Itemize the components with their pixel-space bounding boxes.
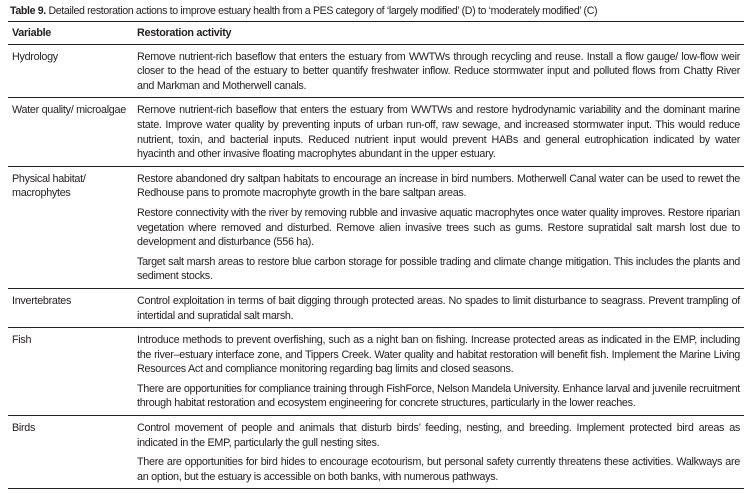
- variable-cell: Invertebrates: [8, 288, 133, 327]
- table-row: [8, 288, 744, 327]
- activity-cell: [133, 416, 744, 489]
- activity-paragraph: Remove nutrient-rich baseflow that enters the estuary from WWTWs and restore hydrodynamic variability and the dominant marine state. Improve water quality by preventing inputs of urban run-off, raw sewage, and increased stormwater input. This would reduce nutrient, toxin, and bacterial inputs. Reduced nutrient input would prevent HABs and general eutrophication indicated by water hyacinth and other invasive floating macrophytes abundant in the upper estuary.: [137, 104, 740, 161]
- restoration-table: [8, 21, 744, 489]
- variable-cell: Physical habitat/ macrophytes: [8, 166, 133, 288]
- variable-cell: Hydrology: [8, 44, 133, 98]
- activity-paragraph: Target salt marsh areas to restore blue carbon storage for possible trading and climate change mitigation. This includes the plants and sediment stocks.: [137, 255, 740, 283]
- activity-cell: [133, 328, 744, 416]
- activity-paragraph: Restore connectivity with the river by removing rubble and invasive aquatic macrophytes once water quality improves. Restore riparian vegetation where removed and disturbed. Remove alien invasive trees such as gums. Restore supratidal salt marsh lost due to development and disturbance (556 ha).: [137, 206, 740, 249]
- activity-paragraph: Introduce methods to prevent overfishing, such as a night ban on fishing. Increase protected areas as indicated in the EMP, including the river–estuary interface zone, and Tippers Creek. Water quality and habitat restoration will benefit fish. Implement the Marine Living Resources Act and compliance monitoring regarding bag limits and closed seasons.: [137, 334, 740, 376]
- header-row: [8, 22, 744, 45]
- activity-paragraph: Remove nutrient-rich baseflow that enters the estuary from WWTWs through recycling and reuse. Install a flow gauge/ low-flow weir closer to the head of the estuary to better quantify freshwater inflow. Reduce stormwater input and polluted flows from Chatty River and Markman and Motherwell canals.: [137, 50, 740, 92]
- table-row: [8, 98, 744, 166]
- caption-text: Detailed restoration actions to improve estuary health from a PES category of ‘largely modified’ (D) to ‘moderately modified’ (C): [45, 5, 598, 17]
- activity-paragraph: Restore abandoned dry saltpan habitats to encourage an increase in bird numbers. Motherwell Canal water can be used to rewet the Redhouse pans to promote macrophyte growth in the bare saltpan areas.: [137, 172, 740, 200]
- table-body: [8, 44, 744, 489]
- caption-label: Table 9.: [10, 5, 46, 17]
- activity-paragraph: Control movement of people and animals that disturb birds’ feeding, nesting, and breeding. Implement protected bird areas as indicated in the EMP, particularly the gull nesting sites.: [137, 422, 740, 449]
- activity-paragraph: There are opportunities for bird hides to encourage ecotourism, but personal safety currently threatens these activities. Walkways are an option, but the estuary is accessible on both banks, with numerous pathways.: [137, 456, 740, 483]
- activity-cell: [133, 166, 744, 288]
- header-restoration-activity: Restoration activity: [133, 22, 744, 45]
- variable-cell: Fish: [8, 328, 133, 416]
- table-caption: [10, 5, 597, 17]
- activity-paragraph: Control exploitation in terms of bait digging through protected areas. No spades to limit disturbance to seagrass. Prevent trampling of intertidal and supratidal salt marsh.: [137, 294, 740, 322]
- variable-cell: Water quality/ microalgae: [8, 98, 133, 166]
- table-row: [8, 416, 744, 489]
- header-variable: Variable: [8, 22, 133, 45]
- activity-cell: [133, 44, 744, 98]
- variable-cell: Birds: [8, 416, 133, 489]
- activity-paragraph: There are opportunities for compliance training through FishForce, Nelson Mandela University. Enhance larval and juvenile recruitment through habitat restoration and ecosystem engineering for concrete structures, particularly in the lower reaches.: [137, 382, 740, 410]
- activity-cell: [133, 98, 744, 166]
- activity-cell: [133, 288, 744, 327]
- table-row: [8, 328, 744, 416]
- table-row: [8, 166, 744, 288]
- table-row: [8, 44, 744, 98]
